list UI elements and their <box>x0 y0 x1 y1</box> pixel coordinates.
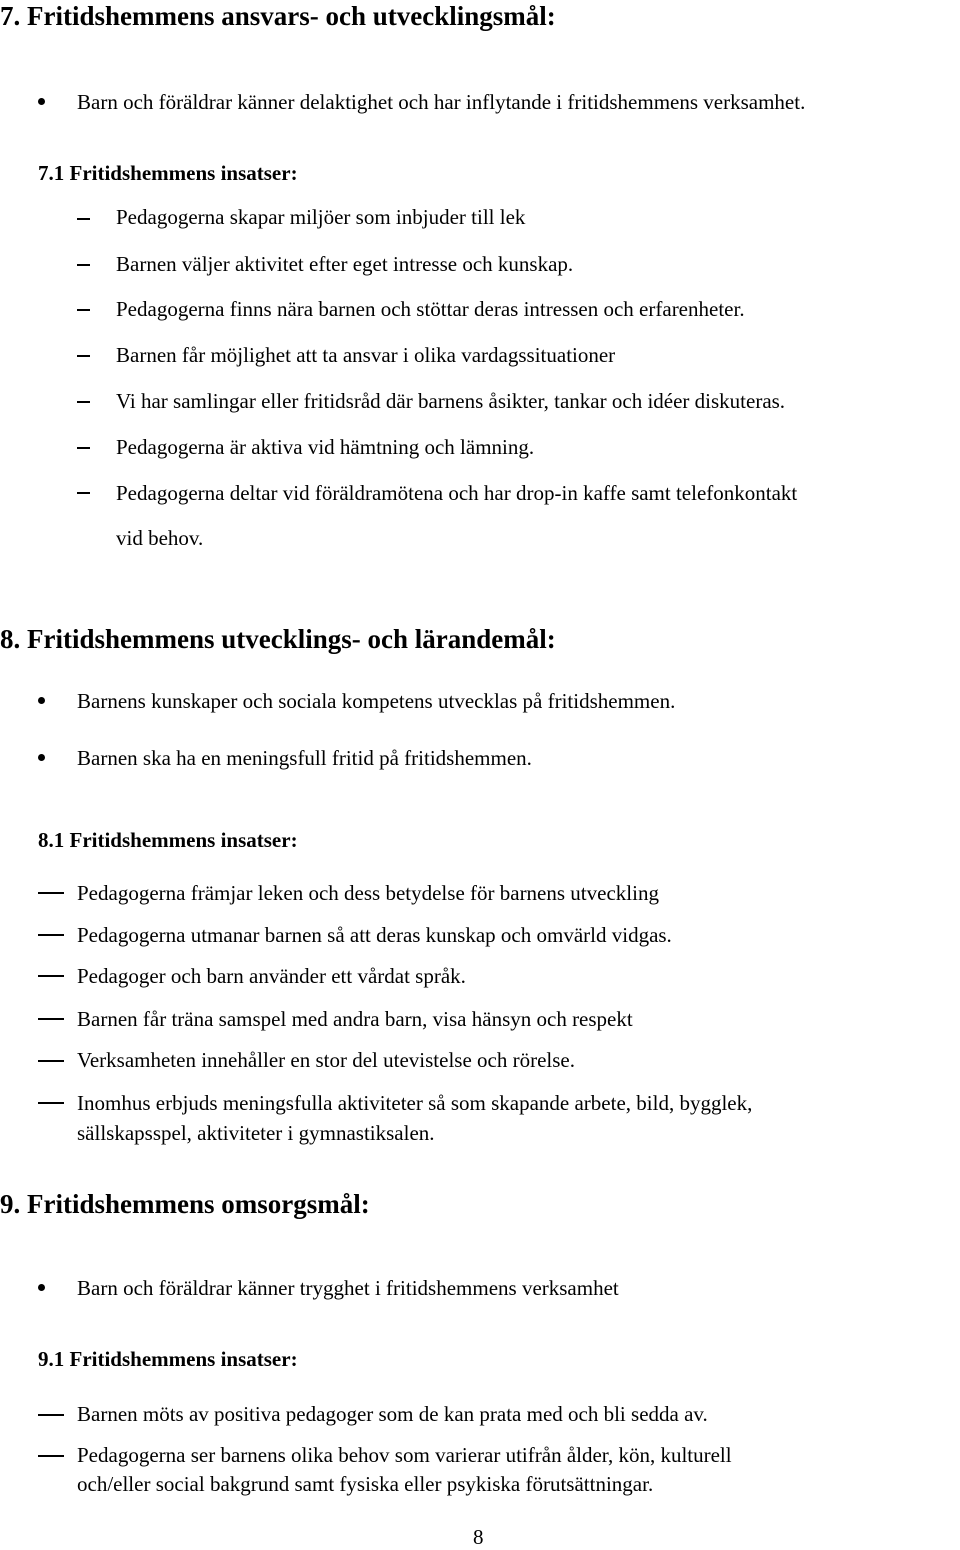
dash-icon <box>77 492 90 494</box>
action-item: Verksamheten innehåller en stor del utevistelse och rörelse. <box>77 1048 575 1072</box>
section-8-1-heading: 8.1 Fritidshemmens insatser: <box>38 828 298 852</box>
action-item: Pedagogerna finns nära barnen och stöttar deras intressen och erfarenheter. <box>116 297 745 321</box>
dash-icon <box>38 975 64 977</box>
dash-icon <box>38 1060 64 1062</box>
action-item-continuation: och/eller social bakgrund samt fysiska eller psykiska förutsättningar. <box>77 1472 654 1496</box>
action-item: Pedagogerna är aktiva vid hämtning och lämning. <box>116 435 535 459</box>
dash-icon <box>77 447 90 449</box>
dash-icon <box>38 1018 64 1020</box>
action-item: Barnen möts av positiva pedagoger som de kan prata med och bli sedda av. <box>77 1402 708 1426</box>
dash-icon <box>77 401 90 403</box>
section-7-1-heading: 7.1 Fritidshemmens insatser: <box>38 161 298 185</box>
action-item: Inomhus erbjuds meningsfulla aktiviteter så som skapande arbete, bild, bygglek, <box>77 1091 753 1115</box>
section-9-1-heading: 9.1 Fritidshemmens insatser: <box>38 1347 298 1371</box>
action-item: Pedagogerna utmanar barnen så att deras kunskap och omvärld vidgas. <box>77 923 672 947</box>
dash-icon <box>77 264 90 266</box>
goal-item: Barn och föräldrar känner trygghet i fritidshemmens verksamhet <box>77 1276 619 1300</box>
action-item: Pedagoger och barn använder ett vårdat språk. <box>77 964 466 988</box>
bullet-icon <box>38 697 45 704</box>
dash-icon <box>38 1455 64 1457</box>
action-item: Pedagogerna skapar miljöer som inbjuder till lek <box>116 205 526 229</box>
action-item: Pedagogerna ser barnens olika behov som varierar utifrån ålder, kön, kulturell <box>77 1443 732 1467</box>
goal-item: Barnen ska ha en meningsfull fritid på fritidshemmen. <box>77 746 532 770</box>
bullet-icon <box>38 98 45 105</box>
bullet-icon <box>38 754 45 761</box>
dash-icon <box>38 1414 64 1416</box>
goal-item: Barnens kunskaper och sociala kompetens utvecklas på fritidshemmen. <box>77 689 676 713</box>
action-item: Pedagogerna deltar vid föräldramötena och har drop-in kaffe samt telefonkontakt <box>116 481 798 505</box>
section-8-heading: 8. Fritidshemmens utvecklings- och lärandemål: <box>0 624 556 654</box>
section-9-heading: 9. Fritidshemmens omsorgsmål: <box>0 1189 370 1219</box>
goal-item: Barn och föräldrar känner delaktighet och har inflytande i fritidshemmens verksamhet. <box>77 90 806 114</box>
action-item: Barnen väljer aktivitet efter eget intresse och kunskap. <box>116 252 574 276</box>
action-item: Pedagogerna främjar leken och dess betydelse för barnens utveckling <box>77 881 659 905</box>
dash-icon <box>77 218 90 220</box>
dash-icon <box>77 309 90 311</box>
page-number: 8 <box>473 1525 484 1549</box>
action-item: Barnen får träna samspel med andra barn, visa hänsyn och respekt <box>77 1007 633 1031</box>
bullet-icon <box>38 1284 45 1291</box>
dash-icon <box>77 355 90 357</box>
action-item: Barnen får möjlighet att ta ansvar i olika vardagssituationer <box>116 343 616 367</box>
dash-icon <box>38 892 64 894</box>
action-item-continuation: vid behov. <box>116 526 204 550</box>
dash-icon <box>38 1102 64 1104</box>
dash-icon <box>38 934 64 936</box>
section-7-heading: 7. Fritidshemmens ansvars- och utvecklingsmål: <box>0 1 556 31</box>
action-item-continuation: sällskapsspel, aktiviteter i gymnastiksalen. <box>77 1121 435 1145</box>
action-item: Vi har samlingar eller fritidsråd där barnens åsikter, tankar och idéer diskuteras. <box>116 389 786 413</box>
